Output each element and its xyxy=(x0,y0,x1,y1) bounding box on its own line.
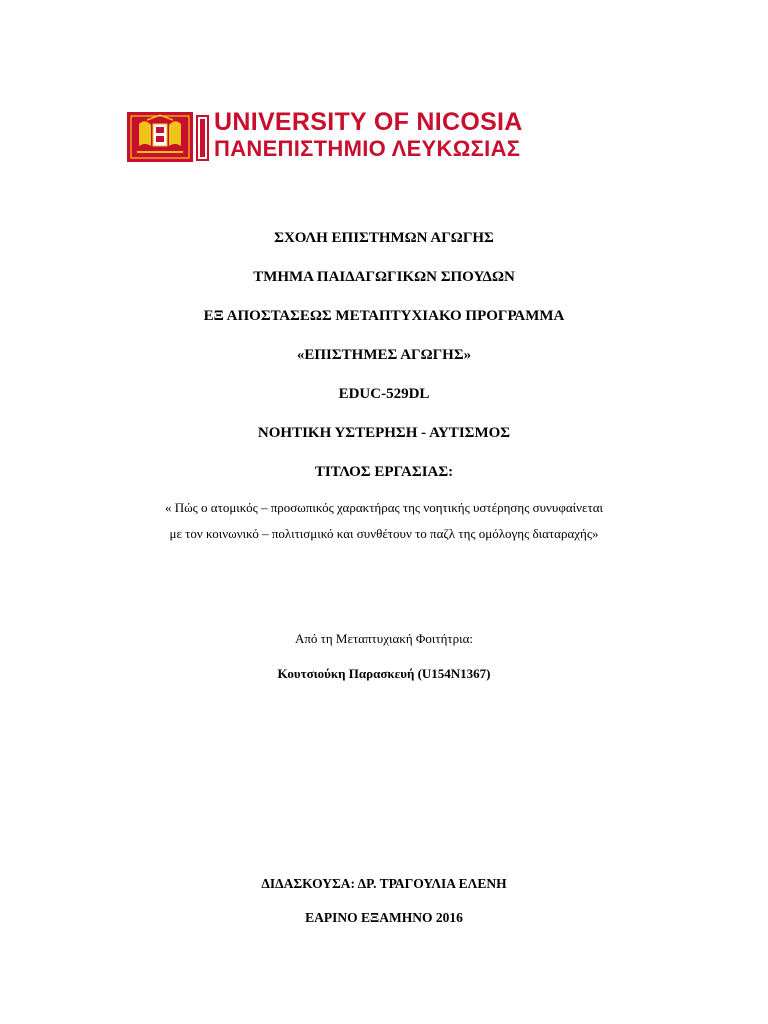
program-heading: ΕΞ ΑΠΟΣΤΑΣΕΩΣ ΜΕΤΑΠΤΥΧΙΑΚΟ ΠΡΟΓΡΑΜΜΑ xyxy=(203,308,565,324)
logo-text-english: UNIVERSITY OF NICOSIA xyxy=(214,108,523,136)
logo-text-greek: ΠΑΝΕΠΙΣΤΗΜΙΟ ΛΕΥΚΩΣΙΑΣ xyxy=(214,136,521,161)
work-title-label: ΤΙΤΛΟΣ ΕΡΓΑΣΙΑΣ: xyxy=(314,464,454,480)
university-crest-icon xyxy=(127,112,193,162)
program-name-heading: «ΕΠΙΣΤΗΜΕΣ ΑΓΩΓΗΣ» xyxy=(296,347,472,363)
author-name: Κουτσιούκη Παρασκευή (U154N1367) xyxy=(277,666,491,681)
course-code-heading: EDUC-529DL xyxy=(338,386,430,402)
university-logo xyxy=(127,108,627,164)
school-heading: ΣΧΟΛΗ ΕΠΙΣΤΗΜΩΝ ΑΓΩΓΗΣ xyxy=(274,230,494,246)
logo-divider-icon xyxy=(196,115,209,161)
work-title-line-1: « Πώς ο ατομικός – προσωπικός χαρακτήρας της νοητικής υστέρησης συνυφαίνεται xyxy=(164,500,604,515)
department-heading: ΤΜΗΜΑ ΠΑΙΔΑΓΩΓΙΚΩΝ ΣΠΟΥΔΩΝ xyxy=(253,269,515,285)
instructor-line: ΔΙΔΑΣΚΟΥΣΑ: ΔΡ. ΤΡΑΓΟΥΛΙΑ ΕΛΕΝΗ xyxy=(261,876,507,891)
work-title-line-2: με τον κοινωνικό – πολιτισμικό και συνθέτουν το παζλ της ομόλογης διαταραχής» xyxy=(169,526,599,541)
course-title-heading: ΝΟΗΤΙΚΗ ΥΣΤΕΡΗΣΗ - ΑΥΤΙΣΜΟΣ xyxy=(257,425,511,441)
semester-line: ΕΑΡΙΝΟ ΕΞΑΜΗΝΟ 2016 xyxy=(305,910,463,925)
author-label: Από τη Μεταπτυχιακή Φοιτήτρια: xyxy=(294,631,474,646)
